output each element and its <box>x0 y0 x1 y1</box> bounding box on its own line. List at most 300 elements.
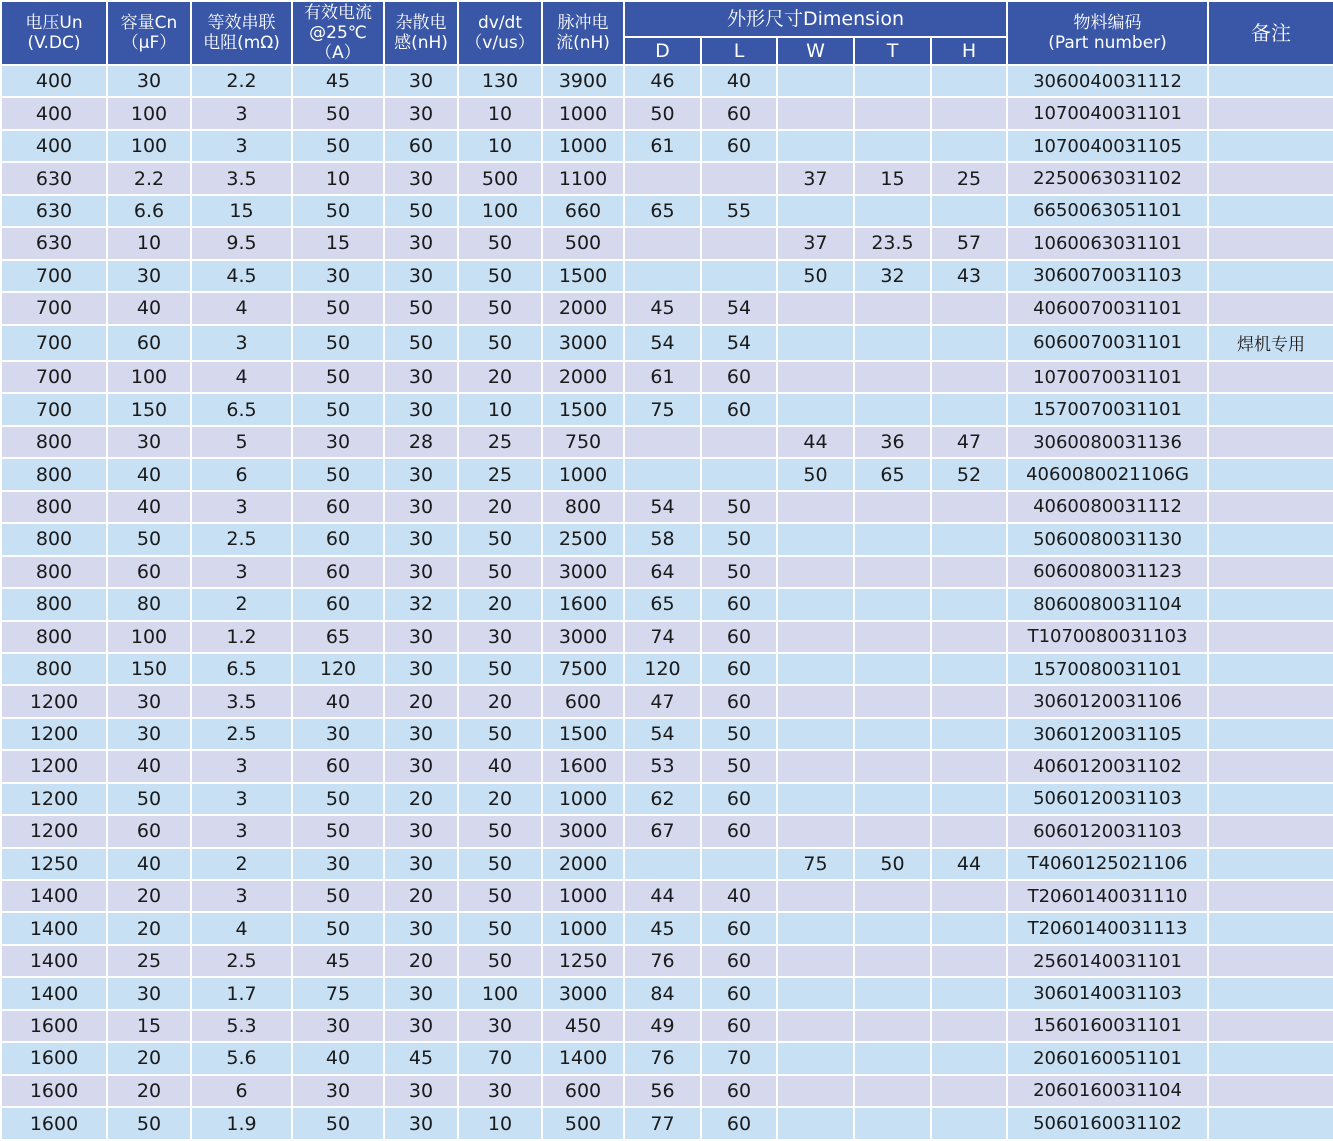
cell-capacitance: 40 <box>107 750 191 782</box>
cell-remark <box>1208 227 1333 259</box>
cell-dvdt: 130 <box>458 65 542 97</box>
cell-capacitance: 30 <box>107 718 191 750</box>
cell-dim-w <box>777 393 854 425</box>
cell-pulse-current: 1000 <box>542 783 624 815</box>
cell-part-number: 1570070031101 <box>1007 393 1208 425</box>
cell-remark <box>1208 292 1333 324</box>
table-row <box>1 621 1333 653</box>
cell-dim-w <box>777 292 854 324</box>
cell-part-number: 5060120031103 <box>1007 783 1208 815</box>
cell-pulse-current: 1100 <box>542 162 624 194</box>
table-row <box>1 361 1333 393</box>
cell-dvdt: 100 <box>458 195 542 227</box>
cell-dim-l: 40 <box>701 65 777 97</box>
cell-pulse-current: 660 <box>542 195 624 227</box>
cell-stray-inductance: 60 <box>384 130 458 162</box>
cell-rms-current: 30 <box>292 718 384 750</box>
cell-voltage: 1600 <box>1 1042 107 1074</box>
cell-remark <box>1208 848 1333 880</box>
cell-esr: 6.5 <box>191 653 292 685</box>
cell-pulse-current: 500 <box>542 227 624 259</box>
cell-voltage: 1400 <box>1 945 107 977</box>
cell-esr: 1.9 <box>191 1107 292 1140</box>
cell-rms-current: 50 <box>292 292 384 324</box>
cell-capacitance: 30 <box>107 65 191 97</box>
cell-capacitance: 50 <box>107 523 191 555</box>
cell-rms-current: 60 <box>292 556 384 588</box>
cell-dvdt: 20 <box>458 361 542 393</box>
cell-dim-t <box>854 783 931 815</box>
cell-dim-l: 60 <box>701 393 777 425</box>
cell-stray-inductance: 30 <box>384 1010 458 1042</box>
cell-esr: 9.5 <box>191 227 292 259</box>
header-dim-d: D <box>624 37 701 65</box>
header-dim-h: H <box>931 37 1007 65</box>
cell-rms-current: 75 <box>292 977 384 1009</box>
cell-part-number: 8060080031104 <box>1007 588 1208 620</box>
cell-pulse-current: 600 <box>542 685 624 717</box>
cell-dvdt: 30 <box>458 1010 542 1042</box>
cell-remark <box>1208 195 1333 227</box>
cell-dim-t <box>854 361 931 393</box>
cell-dim-l: 55 <box>701 195 777 227</box>
cell-dvdt: 10 <box>458 130 542 162</box>
cell-dim-l: 60 <box>701 815 777 847</box>
cell-dim-d <box>624 162 701 194</box>
cell-rms-current: 45 <box>292 65 384 97</box>
cell-dvdt: 40 <box>458 750 542 782</box>
cell-voltage: 1200 <box>1 815 107 847</box>
table-row <box>1 97 1333 129</box>
cell-dim-h <box>931 325 1007 362</box>
cell-dim-l: 54 <box>701 325 777 362</box>
cell-remark <box>1208 65 1333 97</box>
cell-capacitance: 20 <box>107 1042 191 1074</box>
cell-stray-inductance: 50 <box>384 292 458 324</box>
cell-part-number: 1560160031101 <box>1007 1010 1208 1042</box>
cell-capacitance: 40 <box>107 848 191 880</box>
cell-rms-current: 50 <box>292 361 384 393</box>
cell-dim-w <box>777 491 854 523</box>
cell-dim-d: 54 <box>624 325 701 362</box>
cell-esr: 5 <box>191 426 292 458</box>
cell-voltage: 800 <box>1 523 107 555</box>
cell-capacitance: 20 <box>107 1075 191 1107</box>
cell-dim-t: 15 <box>854 162 931 194</box>
cell-voltage: 1600 <box>1 1010 107 1042</box>
cell-remark <box>1208 653 1333 685</box>
table-row <box>1 848 1333 880</box>
cell-esr: 3.5 <box>191 162 292 194</box>
cell-dim-t <box>854 393 931 425</box>
cell-dvdt: 20 <box>458 685 542 717</box>
cell-dim-l: 50 <box>701 523 777 555</box>
cell-stray-inductance: 30 <box>384 977 458 1009</box>
cell-esr: 3 <box>191 130 292 162</box>
cell-esr: 2.5 <box>191 523 292 555</box>
table-row <box>1 1107 1333 1140</box>
cell-capacitance: 100 <box>107 621 191 653</box>
cell-dim-w <box>777 1042 854 1074</box>
cell-dim-d: 50 <box>624 97 701 129</box>
cell-esr: 2 <box>191 848 292 880</box>
cell-capacitance: 100 <box>107 130 191 162</box>
cell-remark <box>1208 1107 1333 1140</box>
cell-rms-current: 50 <box>292 458 384 490</box>
cell-dim-h <box>931 621 1007 653</box>
table-row <box>1 195 1333 227</box>
cell-stray-inductance: 30 <box>384 718 458 750</box>
header-dvdt: dv/dt （v/us） <box>458 1 542 65</box>
cell-dim-h <box>931 97 1007 129</box>
cell-dvdt: 25 <box>458 426 542 458</box>
table-row <box>1 556 1333 588</box>
cell-dim-l <box>701 162 777 194</box>
cell-dim-d: 44 <box>624 880 701 912</box>
table-row <box>1 491 1333 523</box>
cell-dim-t <box>854 977 931 1009</box>
cell-rms-current: 65 <box>292 621 384 653</box>
header-dim-l: L <box>701 37 777 65</box>
cell-dim-t <box>854 130 931 162</box>
cell-pulse-current: 3900 <box>542 65 624 97</box>
cell-dvdt: 25 <box>458 458 542 490</box>
cell-stray-inductance: 30 <box>384 260 458 292</box>
cell-dim-d: 77 <box>624 1107 701 1140</box>
cell-esr: 2 <box>191 588 292 620</box>
cell-dvdt: 100 <box>458 977 542 1009</box>
cell-rms-current: 60 <box>292 588 384 620</box>
cell-esr: 4 <box>191 912 292 944</box>
cell-dim-d <box>624 458 701 490</box>
cell-dim-d: 74 <box>624 621 701 653</box>
cell-stray-inductance: 30 <box>384 491 458 523</box>
cell-pulse-current: 1600 <box>542 750 624 782</box>
cell-dim-h <box>931 783 1007 815</box>
cell-dim-d: 75 <box>624 393 701 425</box>
cell-dim-d: 61 <box>624 130 701 162</box>
header-esr: 等效串联 电阻(mΩ) <box>191 1 292 65</box>
cell-dim-t <box>854 292 931 324</box>
cell-capacitance: 30 <box>107 260 191 292</box>
cell-voltage: 1250 <box>1 848 107 880</box>
cell-dim-l <box>701 260 777 292</box>
table-row <box>1 292 1333 324</box>
cell-dim-w <box>777 718 854 750</box>
cell-remark <box>1208 130 1333 162</box>
cell-part-number: 3060120031106 <box>1007 685 1208 717</box>
cell-dim-d: 64 <box>624 556 701 588</box>
cell-pulse-current: 750 <box>542 426 624 458</box>
cell-dim-t: 65 <box>854 458 931 490</box>
cell-rms-current: 50 <box>292 912 384 944</box>
cell-dvdt: 50 <box>458 653 542 685</box>
cell-dim-w <box>777 65 854 97</box>
cell-dim-d: 65 <box>624 588 701 620</box>
cell-capacitance: 50 <box>107 1107 191 1140</box>
cell-part-number: T1070080031103 <box>1007 621 1208 653</box>
cell-dim-t <box>854 1042 931 1074</box>
cell-stray-inductance: 20 <box>384 880 458 912</box>
cell-stray-inductance: 30 <box>384 162 458 194</box>
cell-dim-l: 50 <box>701 718 777 750</box>
header-remark: 备注 <box>1208 1 1333 65</box>
cell-remark <box>1208 393 1333 425</box>
table-row <box>1 458 1333 490</box>
header-pulse-current: 脉冲电 流(nH) <box>542 1 624 65</box>
cell-dim-h: 43 <box>931 260 1007 292</box>
cell-part-number: 6650063051101 <box>1007 195 1208 227</box>
cell-dim-t <box>854 912 931 944</box>
cell-dvdt: 20 <box>458 783 542 815</box>
cell-dim-h <box>931 1075 1007 1107</box>
cell-dim-d: 49 <box>624 1010 701 1042</box>
cell-esr: 5.3 <box>191 1010 292 1042</box>
cell-voltage: 700 <box>1 393 107 425</box>
cell-capacitance: 2.2 <box>107 162 191 194</box>
cell-dim-d <box>624 227 701 259</box>
cell-dvdt: 50 <box>458 523 542 555</box>
cell-part-number: 6060080031123 <box>1007 556 1208 588</box>
cell-dim-d: 45 <box>624 912 701 944</box>
cell-dim-w <box>777 195 854 227</box>
cell-part-number: 3060070031103 <box>1007 260 1208 292</box>
cell-esr: 3 <box>191 750 292 782</box>
cell-rms-current: 50 <box>292 393 384 425</box>
cell-dvdt: 20 <box>458 491 542 523</box>
cell-voltage: 400 <box>1 130 107 162</box>
cell-stray-inductance: 30 <box>384 750 458 782</box>
cell-dim-d: 54 <box>624 718 701 750</box>
cell-dim-d: 56 <box>624 1075 701 1107</box>
cell-pulse-current: 1000 <box>542 458 624 490</box>
cell-dim-t <box>854 556 931 588</box>
cell-stray-inductance: 20 <box>384 685 458 717</box>
cell-esr: 1.2 <box>191 621 292 653</box>
cell-esr: 4 <box>191 292 292 324</box>
cell-rms-current: 60 <box>292 491 384 523</box>
cell-remark <box>1208 1075 1333 1107</box>
cell-pulse-current: 1250 <box>542 945 624 977</box>
cell-rms-current: 40 <box>292 685 384 717</box>
cell-dim-t: 23.5 <box>854 227 931 259</box>
cell-voltage: 1600 <box>1 1107 107 1140</box>
table-row <box>1 750 1333 782</box>
cell-part-number: 6060120031103 <box>1007 815 1208 847</box>
cell-dim-w <box>777 977 854 1009</box>
cell-voltage: 1200 <box>1 685 107 717</box>
cell-capacitance: 40 <box>107 458 191 490</box>
cell-dim-h <box>931 361 1007 393</box>
cell-dvdt: 50 <box>458 912 542 944</box>
cell-dim-t <box>854 621 931 653</box>
cell-dim-w <box>777 1075 854 1107</box>
table-row <box>1 653 1333 685</box>
cell-dim-t <box>854 65 931 97</box>
table-row <box>1 588 1333 620</box>
cell-rms-current: 50 <box>292 195 384 227</box>
cell-dim-h <box>931 1107 1007 1140</box>
cell-dim-w: 75 <box>777 848 854 880</box>
table-row <box>1 1075 1333 1107</box>
cell-part-number: 1070070031101 <box>1007 361 1208 393</box>
cell-stray-inductance: 20 <box>384 783 458 815</box>
cell-pulse-current: 1000 <box>542 130 624 162</box>
cell-part-number: 2060160031104 <box>1007 1075 1208 1107</box>
cell-dim-t <box>854 880 931 912</box>
table-row <box>1 393 1333 425</box>
cell-stray-inductance: 30 <box>384 361 458 393</box>
cell-pulse-current: 2000 <box>542 848 624 880</box>
cell-dim-l: 60 <box>701 621 777 653</box>
cell-voltage: 800 <box>1 426 107 458</box>
table-row <box>1 718 1333 750</box>
cell-dim-d: 76 <box>624 1042 701 1074</box>
cell-rms-current: 50 <box>292 880 384 912</box>
cell-dim-l: 60 <box>701 361 777 393</box>
cell-rms-current: 50 <box>292 783 384 815</box>
cell-dim-t <box>854 325 931 362</box>
cell-remark <box>1208 977 1333 1009</box>
cell-dim-h <box>931 130 1007 162</box>
cell-dim-d: 54 <box>624 491 701 523</box>
cell-dim-w <box>777 815 854 847</box>
cell-pulse-current: 3000 <box>542 556 624 588</box>
cell-dim-h <box>931 195 1007 227</box>
cell-stray-inductance: 30 <box>384 1107 458 1140</box>
cell-dim-t <box>854 653 931 685</box>
cell-remark <box>1208 750 1333 782</box>
cell-stray-inductance: 30 <box>384 1075 458 1107</box>
cell-capacitance: 20 <box>107 880 191 912</box>
cell-rms-current: 30 <box>292 426 384 458</box>
cell-capacitance: 150 <box>107 393 191 425</box>
cell-dim-l <box>701 227 777 259</box>
cell-dim-h <box>931 65 1007 97</box>
cell-part-number: 4060070031101 <box>1007 292 1208 324</box>
cell-dim-h <box>931 1042 1007 1074</box>
table-row <box>1 325 1333 362</box>
cell-part-number: T2060140031113 <box>1007 912 1208 944</box>
cell-pulse-current: 1000 <box>542 97 624 129</box>
cell-dim-l: 60 <box>701 945 777 977</box>
cell-rms-current: 50 <box>292 130 384 162</box>
cell-pulse-current: 1500 <box>542 260 624 292</box>
cell-esr: 3 <box>191 491 292 523</box>
cell-dim-t <box>854 685 931 717</box>
cell-remark <box>1208 1042 1333 1074</box>
cell-esr: 4.5 <box>191 260 292 292</box>
cell-voltage: 1600 <box>1 1075 107 1107</box>
cell-esr: 6.5 <box>191 393 292 425</box>
cell-dim-w <box>777 325 854 362</box>
cell-capacitance: 15 <box>107 1010 191 1042</box>
cell-dim-l <box>701 458 777 490</box>
cell-dim-w: 50 <box>777 260 854 292</box>
cell-dim-h: 44 <box>931 848 1007 880</box>
cell-dim-t <box>854 588 931 620</box>
cell-dim-d: 53 <box>624 750 701 782</box>
cell-rms-current: 30 <box>292 1075 384 1107</box>
table-row <box>1 783 1333 815</box>
cell-part-number: 3060040031112 <box>1007 65 1208 97</box>
cell-pulse-current: 2000 <box>542 361 624 393</box>
cell-stray-inductance: 50 <box>384 325 458 362</box>
cell-capacitance: 60 <box>107 815 191 847</box>
cell-dim-l: 70 <box>701 1042 777 1074</box>
cell-dim-h <box>931 1010 1007 1042</box>
cell-remark <box>1208 880 1333 912</box>
cell-voltage: 630 <box>1 162 107 194</box>
cell-part-number: 3060080031136 <box>1007 426 1208 458</box>
cell-dim-l: 60 <box>701 130 777 162</box>
table-row <box>1 65 1333 97</box>
cell-dim-w: 37 <box>777 227 854 259</box>
cell-dim-w <box>777 685 854 717</box>
cell-part-number: 1070040031101 <box>1007 97 1208 129</box>
cell-part-number: 3060120031105 <box>1007 718 1208 750</box>
cell-stray-inductance: 30 <box>384 848 458 880</box>
header-dim-t: T <box>854 37 931 65</box>
cell-part-number: 2560140031101 <box>1007 945 1208 977</box>
cell-remark <box>1208 912 1333 944</box>
cell-voltage: 1200 <box>1 750 107 782</box>
cell-remark <box>1208 718 1333 750</box>
cell-voltage: 1400 <box>1 880 107 912</box>
cell-voltage: 700 <box>1 361 107 393</box>
cell-dim-l: 60 <box>701 783 777 815</box>
cell-dim-l: 60 <box>701 653 777 685</box>
cell-esr: 3 <box>191 325 292 362</box>
cell-stray-inductance: 30 <box>384 393 458 425</box>
cell-esr: 2.5 <box>191 718 292 750</box>
cell-dim-w <box>777 783 854 815</box>
cell-dim-h <box>931 393 1007 425</box>
header-part-number: 物料编码 (Part number) <box>1007 1 1208 65</box>
table-row <box>1 130 1333 162</box>
cell-dim-d: 120 <box>624 653 701 685</box>
cell-stray-inductance: 30 <box>384 227 458 259</box>
cell-dim-d: 58 <box>624 523 701 555</box>
cell-voltage: 400 <box>1 65 107 97</box>
cell-part-number: 6060070031101 <box>1007 325 1208 362</box>
cell-dim-w <box>777 912 854 944</box>
cell-stray-inductance: 50 <box>384 195 458 227</box>
cell-rms-current: 30 <box>292 1010 384 1042</box>
cell-stray-inductance: 45 <box>384 1042 458 1074</box>
cell-stray-inductance: 32 <box>384 588 458 620</box>
header-voltage: 电压Un (V.DC) <box>1 1 107 65</box>
table-row <box>1 912 1333 944</box>
cell-voltage: 800 <box>1 458 107 490</box>
cell-capacitance: 60 <box>107 556 191 588</box>
cell-dim-w <box>777 945 854 977</box>
cell-dim-w <box>777 750 854 782</box>
cell-stray-inductance: 30 <box>384 556 458 588</box>
cell-dim-w <box>777 97 854 129</box>
cell-dvdt: 10 <box>458 393 542 425</box>
cell-dim-w <box>777 588 854 620</box>
cell-dim-w <box>777 130 854 162</box>
cell-dim-t <box>854 1010 931 1042</box>
cell-remark <box>1208 621 1333 653</box>
cell-dim-l: 40 <box>701 880 777 912</box>
cell-remark <box>1208 523 1333 555</box>
cell-rms-current: 60 <box>292 750 384 782</box>
cell-dim-l <box>701 426 777 458</box>
cell-dim-d: 45 <box>624 292 701 324</box>
cell-dim-d: 61 <box>624 361 701 393</box>
